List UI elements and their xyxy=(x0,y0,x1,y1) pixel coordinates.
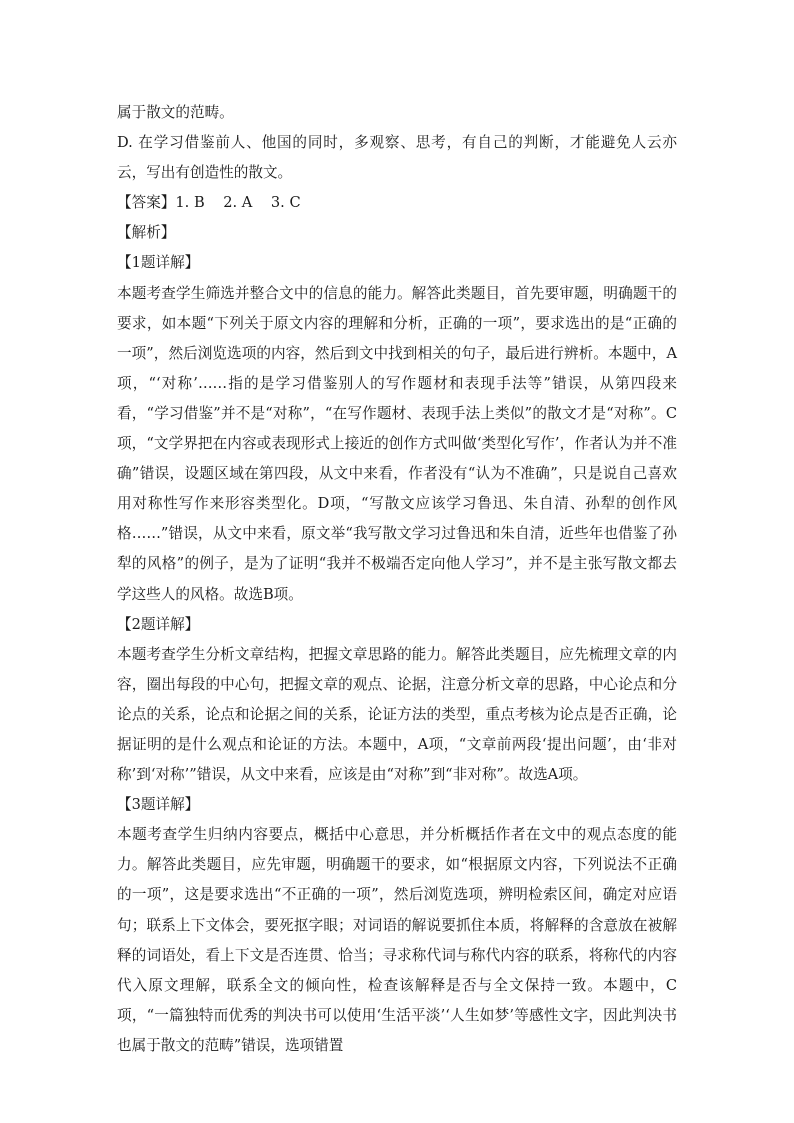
q2-heading: 【2题详解】 xyxy=(117,615,200,633)
q3-heading: 【3题详解】 xyxy=(117,796,200,814)
answer-line: 【答案】1. B 2. A 3. C xyxy=(117,194,301,212)
analysis-heading: 【解析】 xyxy=(117,224,176,242)
q3-explanation: 本题考查学生归纳内容要点，概括中心意思，并分析概括作者在文中的观点态度的能力。解答此类题目，应先审题，明确题干的要求，如“根据原文内容，下列说法不正确的一项”，这是要求选出“不正确的一项”，然后浏览选项，辨明检索区间，确定对应语句；联系上下文体会，要死抠字眼；对词语的解说要抓住本质，将解释的含意放在被解释的词语处，看上下文是否连贯、恰当；寻求称代词与称代内容的联系，将称代的内容代入原文理解，联系全文的倾向性，检查该解释是否与全文保持一致。本题中，C项，“一篇独特而优秀的判决书可以使用‘生活平淡’‘人生如梦’等感性文字，因此判决书也属于散文的范畴”错误，选项错置 xyxy=(117,826,677,1054)
q1-explanation: 本题考查学生筛选并整合文中的信息的能力。解答此类题目，首先要审题，明确题干的要求，如本题“下列关于原文内容的理解和分析，正确的一项”，要求选出的是“正确的一项”，然后浏览选项的内容，然后到文中找到相关的句子，最后进行辨析。本题中，A项，“‘对称’……指的是学习借鉴别人的写作题材和表现手法等”错误，从第四段来看，“学习借鉴”并不是“对称”，“在写作题材、表现手法上类似”的散文才是“对称”。C项，“文学界把在内容或表现形式上接近的创作方式叫做‘类型化写作’，作者认为并不准确”错误，设题区域在第四段，从文中来看，作者没有“认为不准确”，只是说自己喜欢用对称性写作来形容类型化。D项，“写散文应该学习鲁迅、朱自清、孙犁的创作风格……”错误，从文中来看，原文举“我写散文学习过鲁迅和朱自清，近些年也借鉴了孙犁的风格”的例子，是为了证明“我并不极端否定向他人学习”，并不是主张写散文都去学这些人的风格。故选B项。 xyxy=(117,284,677,603)
paragraph-continuation: 属于散文的范畴。 xyxy=(117,104,234,121)
option-d: D. 在学习借鉴前人、他国的同时，多观察、思考，有自己的判断，才能避免人云亦云，写出有创造性的散文。 xyxy=(117,134,677,182)
q2-explanation: 本题考查学生分析文章结构，把握文章思路的能力。解答此类题目，应先梳理文章的内容，圈出每段的中心句，把握文章的观点、论据，注意分析文章的思路，中心论点和分论点的关系，论点和论据之间的关系，论证方法的类型，重点考核为论点是否正确，论据证明的是什么观点和论证的方法。本题中，A项，“文章前两段‘提出问题’，由‘非对称’到‘对称’”错误，从文中来看，应该是由“对称”到“非对称”。故选A项。 xyxy=(117,645,677,784)
document-page xyxy=(117,98,677,1061)
q1-heading: 【1题详解】 xyxy=(117,254,200,272)
